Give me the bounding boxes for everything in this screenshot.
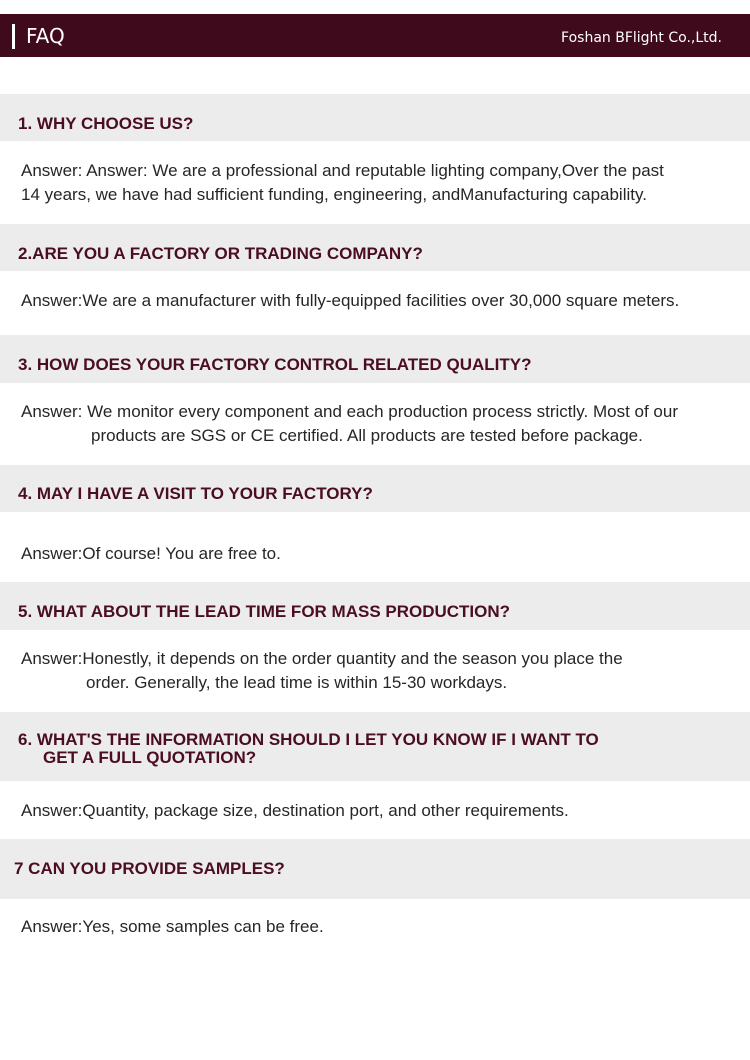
company-name: Foshan BFlight Co.,Ltd.: [561, 30, 722, 46]
page-title: FAQ: [26, 24, 65, 48]
faq-question-3: 3. HOW DOES YOUR FACTORY CONTROL RELATED QUALITY?: [18, 355, 532, 374]
page-header: [0, 14, 750, 57]
faq-answer-1-line-1: Answer: Answer: We are a professional and reputable lighting company,Over the past: [21, 161, 664, 180]
faq-answer-6: Answer:Quantity, package size, destination port, and other requirements.: [21, 801, 569, 820]
faq-answer-5-line-2: order. Generally, the lead time is within 15-30 workdays.: [86, 673, 508, 692]
faq-answer-1-line-2: 14 years, we have had sufficient funding, engineering, andManufacturing capability.: [21, 185, 647, 204]
faq-answer-5-line-1: Answer:Honestly, it depends on the order quantity and the season you place the: [21, 649, 623, 668]
faq-question-6-line-1: 6. WHAT'S THE INFORMATION SHOULD I LET YOU KNOW IF I WANT TO: [18, 730, 599, 749]
faq-question-2: 2.ARE YOU A FACTORY OR TRADING COMPANY?: [18, 244, 423, 263]
faq-question-6-line-2: GET A FULL QUOTATION?: [43, 748, 257, 767]
faq-answer-1: [21, 159, 736, 207]
faq-answer-3: [21, 400, 736, 448]
faq-answer-7: Answer:Yes, some samples can be free.: [21, 917, 324, 936]
faq-question-7: 7 CAN YOU PROVIDE SAMPLES?: [14, 859, 285, 878]
faq-question-6: [18, 731, 733, 767]
faq-answer-2: Answer:We are a manufacturer with fully-equipped facilities over 30,000 square meters.: [21, 291, 680, 310]
faq-question-1: 1. WHY CHOOSE US?: [18, 114, 194, 133]
faq-question-4: 4. MAY I HAVE A VISIT TO YOUR FACTORY?: [18, 484, 373, 503]
faq-answer-5: [21, 647, 736, 695]
faq-answer-4: Answer:Of course! You are free to.: [21, 544, 281, 563]
faq-answer-3-line-2: products are SGS or CE certified. All products are tested before package.: [91, 426, 643, 445]
header-accent-bar: [12, 24, 15, 49]
faq-answer-3-line-1: Answer: We monitor every component and each production process strictly. Most of our: [21, 402, 678, 421]
faq-question-5: 5. WHAT ABOUT THE LEAD TIME FOR MASS PRODUCTION?: [18, 602, 511, 621]
